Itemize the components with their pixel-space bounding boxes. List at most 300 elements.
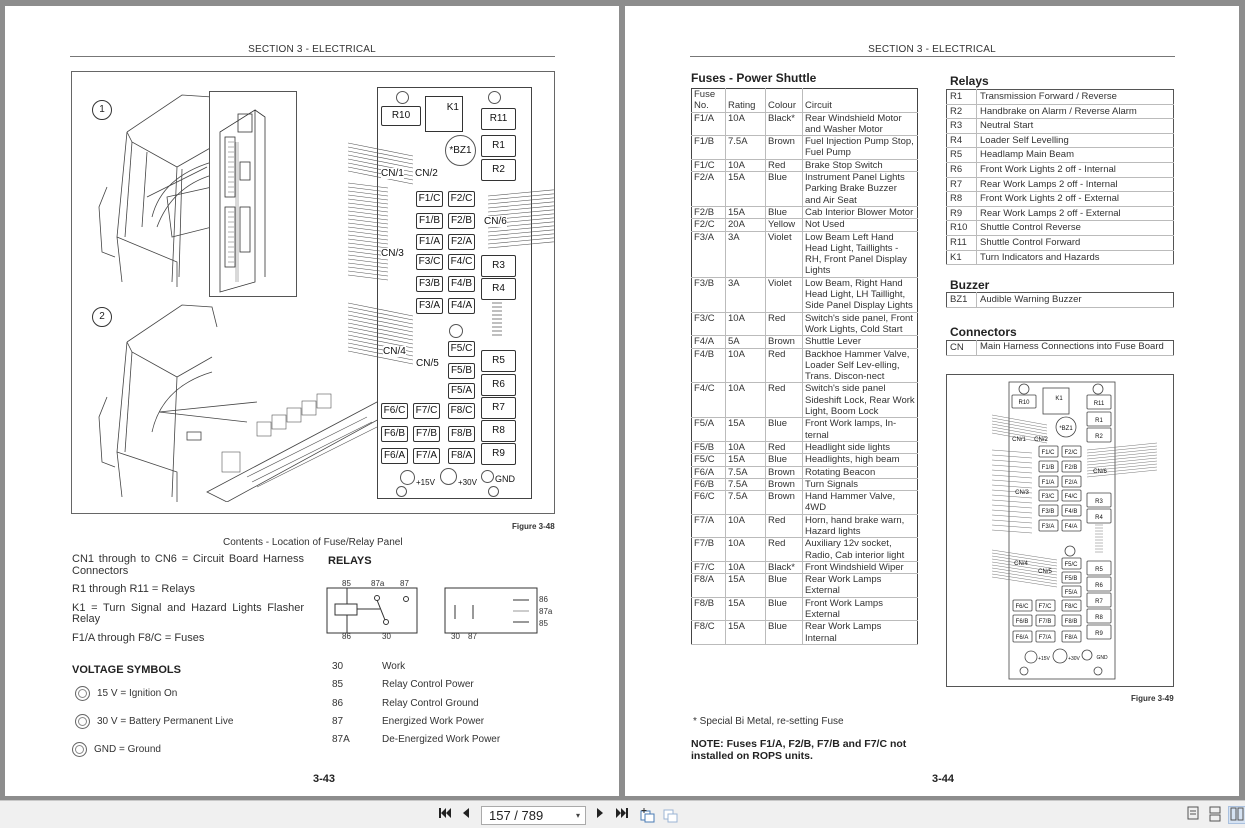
fuse-number: F8/A: [692, 574, 726, 598]
fuse-row: [692, 491, 918, 515]
svg-text:R2: R2: [1095, 434, 1103, 440]
fuse-row: [692, 466, 918, 478]
pin-label: 86: [342, 632, 351, 641]
relay-row: [947, 148, 1174, 163]
relay-row-code: R6: [947, 162, 977, 177]
relay-row-code: R8: [947, 192, 977, 207]
relay-schematic: [325, 578, 565, 650]
fuse-number: F8/B: [692, 597, 726, 621]
fuse-f1c: F1/C: [416, 191, 443, 207]
relays-title: Relays: [950, 74, 989, 88]
svg-text:F2/A: F2/A: [1064, 480, 1078, 486]
fuse-rating: 15A: [726, 621, 766, 645]
fuse-f4a: F4/A: [448, 298, 475, 314]
pin-number: 30: [332, 661, 344, 672]
relay-row: [947, 162, 1174, 177]
svg-text:F3/C: F3/C: [1041, 494, 1055, 500]
relay-row-code: R9: [947, 206, 977, 221]
svg-text:F7/C: F7/C: [1038, 604, 1052, 610]
fuse-colour: Red: [766, 159, 803, 171]
continuous-page-icon: [1209, 806, 1221, 822]
svg-text:F3/A: F3/A: [1041, 524, 1055, 530]
terminal-15v-label: +15V: [416, 478, 435, 487]
fuse-colour: Red: [766, 312, 803, 336]
fuse-f4b: F4/B: [448, 276, 475, 292]
fuse-number: F5/A: [692, 418, 726, 442]
pin-number: 85: [332, 679, 344, 691]
fuse-f5c: F5/C: [448, 341, 475, 357]
buzzer-bz1: *BZ1: [445, 135, 476, 166]
fuse-number: F4/B: [692, 348, 726, 383]
fuse-number: F1/A: [692, 112, 726, 136]
relay-row-description: Shuttle Control Reverse: [977, 221, 1174, 236]
svg-text:F2/B: F2/B: [1064, 465, 1078, 471]
connector-row-code: CN: [947, 341, 977, 356]
pin-label: 85: [342, 579, 351, 588]
fuse-board-inset-1: [209, 91, 297, 297]
footnote: * Special Bi Metal, re-setting Fuse: [693, 716, 844, 727]
terminal-30v-hole: [440, 468, 457, 485]
pin-number: 87A: [332, 734, 350, 746]
relay-row: [947, 206, 1174, 221]
fuse-rating: 10A: [726, 514, 766, 538]
voltage-symbol-15v: [75, 686, 177, 701]
fuse-number: F3/C: [692, 312, 726, 336]
svg-text:R9: R9: [1095, 631, 1103, 637]
relay-row-description: Turn Indicators and Hazards: [977, 250, 1174, 265]
fuse-circuit: Shuttle Lever: [803, 336, 918, 348]
fuse-circuit: Switch's side panel Sideshift Lock, Rear Work Light, Boom Lock: [803, 383, 918, 418]
fuse-f8a: F8/A: [448, 448, 475, 464]
svg-text:F6/A: F6/A: [1015, 635, 1029, 641]
relay-row-code: R3: [947, 119, 977, 134]
relay-r8: R8: [481, 420, 516, 442]
fuse-colour: Blue: [766, 621, 803, 645]
svg-text:F1/B: F1/B: [1041, 465, 1055, 471]
relay-row-description: Rear Work Lamps 2 off - Internal: [977, 177, 1174, 192]
fuse-row: [692, 454, 918, 466]
fuse-f7a: F7/A: [413, 448, 440, 464]
relay-row-code: R4: [947, 133, 977, 148]
fuse-row: [692, 112, 918, 136]
fuse-row: [692, 231, 918, 277]
mounting-hole: [488, 486, 499, 497]
fuse-row: [692, 336, 918, 348]
svg-text:CN/6: CN/6: [1093, 469, 1107, 475]
relay-row-description: Handbrake on Alarm / Reverse Alarm: [977, 104, 1174, 119]
buzzer-row-code: BZ1: [947, 293, 977, 308]
pin-description: De-Energized Work Power: [382, 734, 501, 746]
fuse-f4c: F4/C: [448, 254, 475, 270]
relay-row: [947, 90, 1174, 105]
fuse-colour: Brown: [766, 491, 803, 515]
svg-text:CN/1: CN/1: [1012, 437, 1026, 443]
fuse-table-header: [692, 89, 918, 113]
fuse-colour: Brown: [766, 136, 803, 160]
fuse-number: F3/A: [692, 231, 726, 277]
viewer-toolbar: [0, 800, 1245, 828]
pin-row: [332, 661, 500, 679]
pin-description: Relay Control Power: [382, 679, 474, 691]
fuse-number: F7/B: [692, 538, 726, 562]
svg-text:F5/A: F5/A: [1064, 590, 1078, 596]
svg-text:*BZ1: *BZ1: [1059, 426, 1073, 432]
first-page-icon: [438, 807, 452, 819]
fuse-circuit: Front Windshield Wiper: [803, 561, 918, 573]
relay-row-code: R1: [947, 90, 977, 105]
fuse-number: F4/C: [692, 383, 726, 418]
fuse-f1a: F1/A: [416, 234, 443, 250]
fuse-rating: 10A: [726, 561, 766, 573]
rops-note: NOTE: Fuses F1/A, F2/B, F7/B and F7/C not installed on ROPS units.: [691, 738, 907, 762]
pin-description: Work: [382, 661, 406, 672]
pin-label: 30: [382, 632, 391, 641]
fuse-f3c: F3/C: [416, 254, 443, 270]
fuse-f5b: F5/B: [448, 363, 475, 379]
relay-r4: R4: [481, 278, 516, 300]
figure-caption: Figure 3-48: [512, 522, 555, 531]
fuse-circuit: Headlights, high beam: [803, 454, 918, 466]
relay-row: [947, 177, 1174, 192]
connector-row: [947, 341, 1174, 356]
legend-item: R1 through R11 = Relays: [72, 583, 196, 595]
figure-caption: Figure 3-49: [1131, 694, 1174, 703]
fuse-f2c: F2/C: [448, 191, 475, 207]
fuse-f2a: F2/A: [448, 234, 475, 250]
relay-r6: R6: [481, 374, 516, 396]
svg-text:K1: K1: [1055, 396, 1063, 402]
svg-text:F4/B: F4/B: [1064, 509, 1078, 515]
fuse-circuit: Instrument Panel Lights Parking Brake Buzzer and Air Seat: [803, 172, 918, 207]
fuse-number: F5/B: [692, 441, 726, 453]
fuse-row: [692, 277, 918, 312]
fuse-row: [692, 383, 918, 418]
relay-row-description: Shuttle Control Forward: [977, 235, 1174, 250]
fuse-circuit: Rear Work Lamps Internal: [803, 621, 918, 645]
fuse-table: [691, 88, 918, 645]
relay-r7: R7: [481, 397, 516, 419]
fuse-rating: 10A: [726, 538, 766, 562]
fuse-row: [692, 574, 918, 598]
single-page-view-button[interactable]: [1184, 806, 1202, 824]
relay-row-description: Headlamp Main Beam: [977, 148, 1174, 163]
header-rule: [70, 56, 555, 57]
page-3-43: [5, 6, 619, 796]
fuse-circuit: Turn Signals: [803, 478, 918, 490]
cab-illustration-1: [87, 87, 217, 287]
pin-row: [332, 734, 500, 752]
buzzer-title: Buzzer: [950, 278, 990, 292]
svg-text:F1/A: F1/A: [1041, 480, 1055, 486]
svg-text:R6: R6: [1095, 583, 1103, 589]
fuse-circuit: Low Beam, Right Hand Head Light, LH Taillight, Side Panel Display Lights: [803, 277, 918, 312]
fuse-colour: Red: [766, 514, 803, 538]
relay-row-code: R5: [947, 148, 977, 163]
fuse-panel-diagram: [377, 87, 532, 499]
fuses-title: Fuses - Power Shuttle: [691, 71, 817, 85]
fuse-number: F1/B: [692, 136, 726, 160]
fuse-f8c: F8/C: [448, 403, 475, 419]
connector-cn5: CN/5: [416, 358, 439, 369]
relay-row: [947, 133, 1174, 148]
fuse-f5a: F5/A: [448, 383, 475, 399]
fuse-rating: 20A: [726, 219, 766, 231]
connector-cn2: CN/2: [415, 168, 438, 179]
fuse-colour: Red: [766, 348, 803, 383]
terminal-ring-icon: [75, 714, 90, 729]
page-header: SECTION 3 - ELECTRICAL: [248, 44, 376, 55]
relays-heading: RELAYS: [328, 555, 372, 567]
svg-text:F7/B: F7/B: [1038, 619, 1052, 625]
fuse-circuit: Brake Stop Switch: [803, 159, 918, 171]
connector-row-description: Main Harness Connections into Fuse Board: [977, 341, 1174, 356]
fuse-row: [692, 172, 918, 207]
svg-text:+30V: +30V: [1068, 656, 1080, 662]
relay-k1: K1: [425, 96, 463, 132]
relay-row-description: Front Work Lights 2 off - Internal: [977, 162, 1174, 177]
pin-label: 30: [451, 632, 460, 641]
fuse-row: [692, 136, 918, 160]
fuse-rating: 15A: [726, 454, 766, 466]
resistor-coil: [490, 301, 504, 339]
fuse-colour: Red: [766, 538, 803, 562]
fuse-circuit: Backhoe Hammer Valve, Loader Self Lev-elling, Trans. Discon-nect: [803, 348, 918, 383]
fuse-circuit: Front Work Lamps External: [803, 597, 918, 621]
fuse-rating: 7.5A: [726, 466, 766, 478]
column-header: Colour: [766, 89, 803, 113]
svg-text:F4/C: F4/C: [1064, 494, 1078, 500]
page-number: 3-44: [932, 773, 955, 785]
svg-text:F8/B: F8/B: [1064, 619, 1078, 625]
fuse-circuit: Low Beam Left Hand Head Light, Taillights - RH, Front Panel Display Lights: [803, 231, 918, 277]
terminal-15v-hole: [400, 470, 415, 485]
relay-row-description: Rear Work Lamps 2 off - External: [977, 206, 1174, 221]
fuse-colour: Black*: [766, 112, 803, 136]
relay-row-code: R11: [947, 235, 977, 250]
fuse-colour: Blue: [766, 454, 803, 466]
svg-text:R11: R11: [1093, 401, 1105, 407]
connector-cn4: CN/4: [383, 346, 406, 357]
svg-text:F6/B: F6/B: [1015, 619, 1029, 625]
svg-text:F6/C: F6/C: [1015, 604, 1029, 610]
page-header: SECTION 3 - ELECTRICAL: [868, 44, 996, 55]
connectors-title: Connectors: [950, 325, 1017, 339]
fuse-f8b: F8/B: [448, 426, 475, 442]
continuous-view-button[interactable]: [1206, 806, 1224, 824]
mounting-hole: [396, 91, 409, 104]
relay-r5: R5: [481, 350, 516, 372]
fuse-row: [692, 441, 918, 453]
fuse-row: [692, 312, 918, 336]
svg-text:R4: R4: [1095, 515, 1103, 521]
fuse-f7c: F7/C: [413, 403, 440, 419]
mounting-hole: [488, 91, 501, 104]
fuse-circuit: Horn, hand brake warn, Hazard lights: [803, 514, 918, 538]
pin-label: 87a: [539, 607, 553, 616]
fuse-rating: 10A: [726, 348, 766, 383]
voltage-symbol-gnd: [72, 742, 161, 757]
svg-text:F5/C: F5/C: [1064, 562, 1078, 568]
svg-text:GND: GND: [1096, 655, 1108, 661]
fuse-rating: 7.5A: [726, 478, 766, 490]
relay-row-code: R10: [947, 221, 977, 236]
pin-row: [332, 698, 500, 716]
relay-row: [947, 250, 1174, 265]
fuse-number: F1/C: [692, 159, 726, 171]
relay-row-description: Loader Self Levelling: [977, 133, 1174, 148]
relay-row: [947, 192, 1174, 207]
fuse-colour: Blue: [766, 597, 803, 621]
relay-r10: R10: [381, 106, 421, 126]
fuse-rating: 7.5A: [726, 491, 766, 515]
buzzer-table: [946, 292, 1174, 308]
svg-text:F7/A: F7/A: [1038, 635, 1052, 641]
relay-r1: R1: [481, 135, 516, 157]
connectors-table: [946, 340, 1174, 356]
fuse-rating: 10A: [726, 312, 766, 336]
fuse-f6a: F6/A: [381, 448, 408, 464]
svg-text:R7: R7: [1095, 599, 1103, 605]
remove-bookmark-button[interactable]: [662, 807, 680, 823]
relay-r11: R11: [481, 108, 516, 130]
svg-text:CN/4: CN/4: [1014, 561, 1028, 567]
relay-row-description: Front Work Lights 2 off - External: [977, 192, 1174, 207]
svg-text:+15V: +15V: [1038, 656, 1050, 662]
fuse-rating: 15A: [726, 206, 766, 218]
svg-text:F2/C: F2/C: [1064, 450, 1078, 456]
buzzer-row: [947, 293, 1174, 308]
relay-r2: R2: [481, 159, 516, 181]
pin-number: 87: [332, 715, 344, 727]
previous-page-button[interactable]: [460, 807, 472, 823]
page-number-field[interactable]: [481, 806, 586, 825]
pin-label: 85: [539, 619, 548, 628]
fuse-rating: 10A: [726, 383, 766, 418]
dropdown-arrow-icon[interactable]: ▾: [575, 811, 580, 820]
fuse-row: [692, 478, 918, 490]
fuse-panel-diagram-small: [947, 375, 1174, 687]
legend-item: F1/A through F8/C = Fuses: [72, 631, 205, 644]
svg-text:F8/C: F8/C: [1064, 604, 1078, 610]
terminal-gnd-hole: [481, 470, 494, 483]
next-page-button[interactable]: [594, 807, 606, 823]
svg-text:R5: R5: [1095, 567, 1103, 573]
fuse-rating: 15A: [726, 574, 766, 598]
fuse-row: [692, 621, 918, 645]
last-page-icon: [615, 807, 629, 819]
column-header: Fuse No.: [692, 89, 726, 113]
fuse-rating: 5A: [726, 336, 766, 348]
contents-title: Contents - Location of Fuse/Relay Panel: [223, 537, 403, 548]
pin-label: 87: [468, 632, 477, 641]
terminal-hole: [449, 324, 463, 338]
fuse-rating: 15A: [726, 418, 766, 442]
terminal-30v-label: +30V: [458, 478, 477, 487]
svg-text:F1/C: F1/C: [1041, 450, 1055, 456]
svg-text:F8/A: F8/A: [1064, 635, 1078, 641]
pin-description: Energized Work Power: [382, 715, 485, 727]
fuse-circuit: Auxiliary 12v socket, Radio, Cab interior light: [803, 538, 918, 562]
fuse-row: [692, 538, 918, 562]
fuse-row: [692, 206, 918, 218]
fuse-colour: Black*: [766, 561, 803, 573]
relay-row: [947, 104, 1174, 119]
figure-3-49: [946, 374, 1174, 687]
fuse-f6b: F6/B: [381, 426, 408, 442]
relay-row: [947, 235, 1174, 250]
relay-r3: R3: [481, 255, 516, 277]
fuse-number: F7/A: [692, 514, 726, 538]
column-header: Circuit: [803, 89, 918, 113]
facing-pages-view-button[interactable]: [1228, 806, 1245, 824]
fuse-colour: Red: [766, 383, 803, 418]
legend-list: [72, 554, 304, 651]
page-number-value: 157 / 789: [489, 808, 544, 823]
fuse-row: [692, 418, 918, 442]
voltage-symbol-label: GND = Ground: [94, 744, 161, 755]
relay-row-description: Transmission Forward / Reverse: [977, 90, 1174, 105]
relay-r9: R9: [481, 443, 516, 465]
fuse-f3b: F3/B: [416, 276, 443, 292]
relay-pin-table: [332, 661, 500, 752]
svg-text:R8: R8: [1095, 615, 1103, 621]
pin-number: 86: [332, 697, 344, 709]
relay-row-code: R7: [947, 177, 977, 192]
fuse-circuit: Cab Interior Blower Motor: [803, 206, 918, 218]
fuse-colour: Brown: [766, 466, 803, 478]
fuse-rating: 15A: [726, 172, 766, 207]
buzzer-row-description: Audible Warning Buzzer: [977, 293, 1174, 308]
relays-table: [946, 89, 1174, 265]
fuse-row: [692, 159, 918, 171]
fuse-colour: Red: [766, 441, 803, 453]
fuse-colour: Yellow: [766, 219, 803, 231]
connector-cn6: CN/6: [484, 216, 507, 227]
connector-cn1: CN/1: [381, 168, 404, 179]
fuse-rating: 7.5A: [726, 136, 766, 160]
column-header: Rating: [726, 89, 766, 113]
svg-text:CN/2: CN/2: [1034, 437, 1048, 443]
legend-item: K1 = Turn Signal and Hazard Lights Flasher Relay: [72, 601, 304, 625]
terminal-ring-icon: [75, 686, 90, 701]
add-bookmark-button[interactable]: [639, 807, 657, 823]
voltage-symbols-heading: VOLTAGE SYMBOLS: [72, 664, 181, 676]
fuse-number: F4/A: [692, 336, 726, 348]
fuse-row: [692, 219, 918, 231]
fuse-circuit: Rear Windshield Motor and Washer Motor: [803, 112, 918, 136]
pin-label: 87a: [371, 579, 385, 588]
fuse-number: F6/C: [692, 491, 726, 515]
fuse-number: F6/B: [692, 478, 726, 490]
pin-row: [332, 716, 500, 734]
fuse-number: F2/C: [692, 219, 726, 231]
page-number: 3-43: [313, 773, 336, 785]
fuse-circuit: Headlight side lights: [803, 441, 918, 453]
fuse-number: F3/B: [692, 277, 726, 312]
facing-pages-icon: [1230, 807, 1244, 821]
relay-row: [947, 221, 1174, 236]
fuse-circuit: Not Used: [803, 219, 918, 231]
last-page-button[interactable]: [614, 807, 630, 823]
legend-item: CN1 through to CN6 = Circuit Board Harness Connectors: [72, 553, 304, 577]
fuse-number: F5/C: [692, 454, 726, 466]
first-page-button[interactable]: [437, 807, 453, 823]
relay-row-code: K1: [947, 250, 977, 265]
terminal-gnd-label: GND: [495, 474, 515, 484]
connector-cn3: CN/3: [381, 248, 404, 259]
fuse-number: F7/C: [692, 561, 726, 573]
fuse-rating: 3A: [726, 231, 766, 277]
